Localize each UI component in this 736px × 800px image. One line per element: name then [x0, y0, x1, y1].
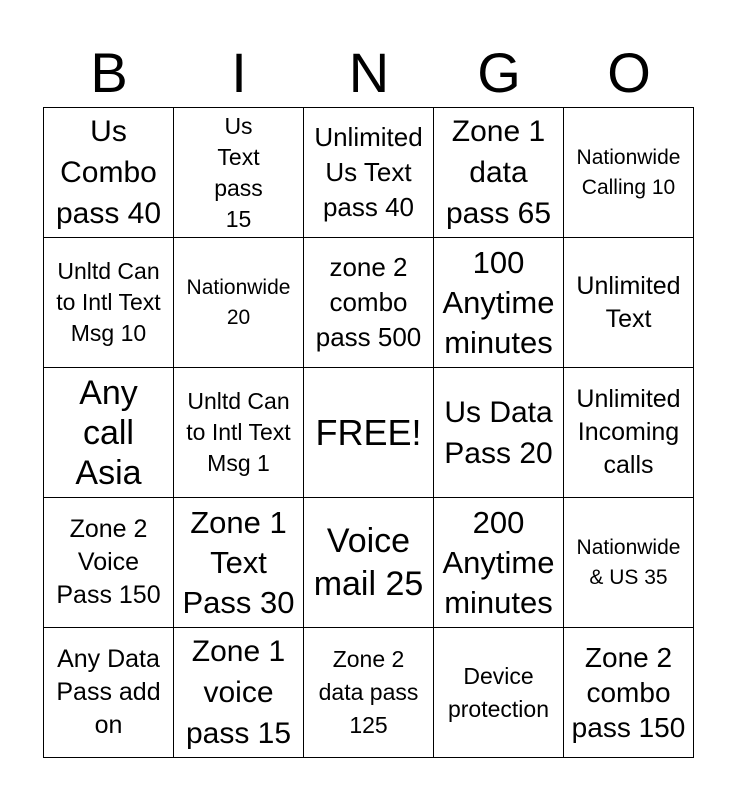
cell-text: Zone 1 data pass 65	[445, 115, 552, 230]
bingo-cell[interactable]	[44, 498, 174, 628]
cell-text: Zone 2 Voice Pass 150	[56, 515, 161, 609]
cell-text: Any call Asia	[75, 373, 142, 492]
free-space-text: FREE!	[315, 411, 422, 453]
bingo-cell[interactable]	[174, 628, 304, 758]
bingo-cell[interactable]	[304, 238, 434, 368]
bingo-cell[interactable]	[434, 498, 564, 628]
cell-text: Unltd Can to Intl Text Msg 10	[56, 258, 161, 346]
bingo-card-grid	[43, 107, 694, 758]
cell-text: Nationwide 20	[186, 275, 291, 329]
free-space-cell[interactable]	[304, 368, 434, 498]
bingo-cell[interactable]	[434, 108, 564, 238]
bingo-cell[interactable]	[174, 368, 304, 498]
cell-text: 100 Anytime minutes	[442, 244, 555, 360]
bingo-cell[interactable]	[174, 108, 304, 238]
bingo-cell[interactable]	[304, 628, 434, 758]
bingo-cell[interactable]	[174, 498, 304, 628]
cell-text: Unltd Can to Intl Text Msg 1	[186, 388, 291, 476]
cell-text: 200 Anytime minutes	[442, 504, 555, 620]
cell-text: Device protection	[447, 662, 549, 722]
header-letter-o: O	[607, 41, 651, 104]
cell-text: Nationwide & US 35	[576, 535, 681, 589]
cell-text: Us Data Pass 20	[444, 395, 553, 470]
cell-text: Zone 2 data pass 125	[318, 646, 419, 738]
cell-text: Voice mail 25	[313, 521, 424, 603]
cell-text: Unlimited Text	[576, 271, 681, 333]
bingo-cell[interactable]	[44, 238, 174, 368]
bingo-cell[interactable]	[434, 238, 564, 368]
header-letter-n: N	[348, 41, 390, 104]
cell-text: Zone 1 voice pass 15	[185, 635, 292, 750]
bingo-cell[interactable]	[304, 108, 434, 238]
cell-text: Us Combo pass 40	[55, 115, 162, 230]
bingo-cell[interactable]	[434, 628, 564, 758]
bingo-cell[interactable]	[564, 498, 694, 628]
bingo-cell[interactable]	[434, 368, 564, 498]
bingo-cell[interactable]	[564, 238, 694, 368]
cell-text: zone 2 combo pass 500	[315, 252, 422, 352]
header-letter-b: B	[90, 41, 128, 104]
cell-text: Unlimited Incoming calls	[576, 385, 681, 479]
bingo-cell[interactable]	[174, 238, 304, 368]
header-letter-g: G	[477, 41, 521, 104]
bingo-cell[interactable]	[44, 368, 174, 498]
bingo-cell[interactable]	[564, 628, 694, 758]
cell-text: Nationwide Calling 10	[576, 145, 681, 199]
cell-text: Us Text pass 15	[214, 112, 263, 232]
cell-text: Zone 1 Text Pass 30	[182, 504, 295, 620]
bingo-header	[44, 38, 694, 108]
cell-text: Zone 2 combo pass 150	[571, 642, 686, 743]
cell-text: Unlimited Us Text pass 40	[314, 122, 423, 222]
bingo-cell[interactable]	[304, 498, 434, 628]
bingo-cell[interactable]	[44, 628, 174, 758]
bingo-cell[interactable]	[44, 108, 174, 238]
bingo-cell[interactable]	[564, 108, 694, 238]
bingo-cell[interactable]	[564, 368, 694, 498]
cell-text: Any Data Pass add on	[56, 645, 161, 739]
header-letter-i: I	[231, 41, 247, 104]
